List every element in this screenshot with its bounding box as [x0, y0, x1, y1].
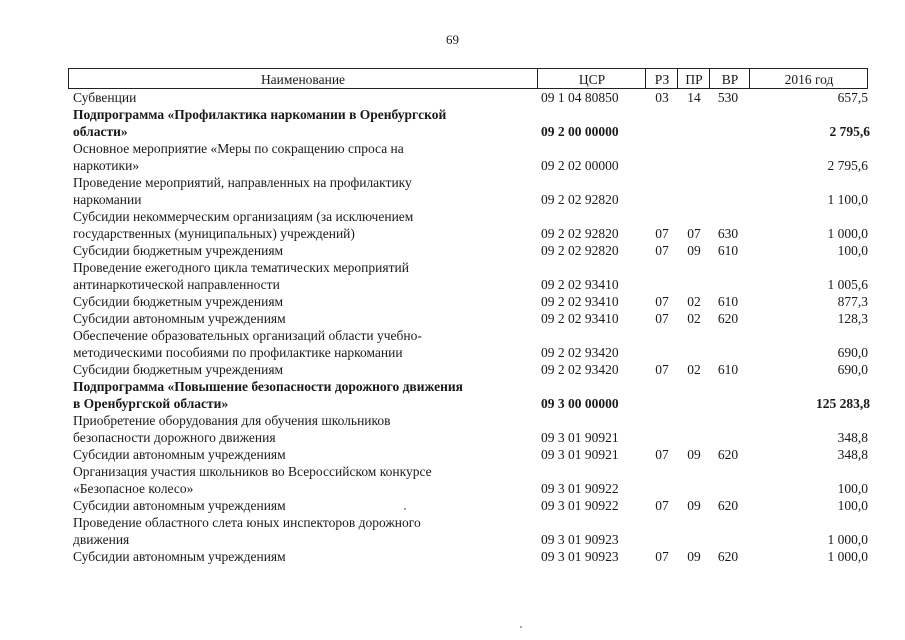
- row-name: Субсидии автономным учреждениям: [73, 311, 286, 326]
- row-rz: 07: [655, 549, 669, 564]
- row-amount: 100,0: [837, 243, 868, 258]
- row-amount: 100,0: [837, 481, 868, 496]
- row-name: Субсидии некоммерческим организациям (за исключением государственных (муниципальных) учреждений): [73, 209, 414, 241]
- row-name: Субсидии бюджетным учреждениям: [73, 294, 284, 309]
- row-name: Субсидии автономным учреждениям: [73, 447, 286, 462]
- row-rz: 03: [655, 90, 669, 105]
- row-name: Субвенции: [73, 90, 137, 105]
- row-csr: 09 3 01 90921: [541, 447, 619, 462]
- row-name: Обеспечение образовательных организаций области учебно- методическими пособиями по профилактике наркомании: [73, 328, 422, 360]
- row-vr: 620: [717, 447, 739, 462]
- table-row: [68, 140, 868, 174]
- row-name: Субсидии бюджетным учреждениям: [73, 362, 284, 377]
- header-vr: ВР: [709, 69, 750, 88]
- row-amount: 2 795,6: [829, 124, 870, 139]
- table-row-subprogram: [68, 378, 868, 412]
- table-row: [68, 293, 868, 310]
- header-pr: ПР: [677, 69, 710, 88]
- header-rz: РЗ: [645, 69, 678, 88]
- table-row: [68, 446, 868, 463]
- row-vr: 530: [717, 90, 739, 105]
- scan-speck: [404, 508, 406, 510]
- row-rz: 07: [655, 243, 669, 258]
- row-name: Субсидии автономным учреждениям: [73, 549, 286, 564]
- table-row: [68, 259, 868, 293]
- row-pr: 09: [687, 447, 701, 462]
- row-rz: 07: [655, 226, 669, 241]
- row-amount: 1 005,6: [827, 277, 868, 292]
- table-row-subprogram: [68, 106, 868, 140]
- row-csr: 09 3 01 90922: [541, 481, 619, 496]
- row-rz: 07: [655, 294, 669, 309]
- row-name: Субсидии бюджетным учреждениям: [73, 243, 284, 258]
- row-csr: 09 2 02 93410: [541, 311, 619, 326]
- row-name: Приобретение оборудования для обучения школьников безопасности дорожного движения: [73, 413, 391, 445]
- budget-table: [68, 68, 868, 565]
- table-header: [68, 68, 868, 89]
- row-csr: 09 3 01 90922: [541, 498, 619, 513]
- header-csr: ЦСР: [537, 69, 646, 88]
- row-csr: 09 2 02 93420: [541, 362, 619, 377]
- row-vr: 620: [717, 311, 739, 326]
- row-amount: 1 000,0: [827, 549, 868, 564]
- row-vr: 620: [717, 498, 739, 513]
- table-row: [68, 497, 868, 514]
- row-pr: 09: [687, 549, 701, 564]
- row-vr: 630: [717, 226, 739, 241]
- row-csr: 09 2 02 00000: [541, 158, 619, 173]
- row-vr: 610: [717, 294, 739, 309]
- row-pr: 02: [687, 294, 701, 309]
- table-row: [68, 89, 868, 106]
- row-csr: 09 2 02 92820: [541, 243, 619, 258]
- row-csr: 09 3 01 90923: [541, 532, 619, 547]
- row-name: Подпрограмма «Профилактика наркомании в Оренбургской области»: [73, 107, 447, 139]
- row-csr: 09 1 04 80850: [541, 90, 619, 105]
- page-number: 69: [446, 32, 459, 47]
- row-pr: 02: [687, 362, 701, 377]
- row-vr: 610: [717, 362, 739, 377]
- row-csr: 09 2 02 92820: [541, 192, 619, 207]
- table-row: [68, 208, 868, 242]
- row-amount: 2 795,6: [827, 158, 868, 173]
- row-csr: 09 2 02 93410: [541, 277, 619, 292]
- table-row: [68, 548, 868, 565]
- table-row: [68, 514, 868, 548]
- row-rz: 07: [655, 362, 669, 377]
- row-vr: 620: [717, 549, 739, 564]
- table-body: [68, 89, 868, 565]
- row-pr: 02: [687, 311, 701, 326]
- row-rz: 07: [655, 447, 669, 462]
- row-name: Подпрограмма «Повышение безопасности дорожного движения в Оренбургской области»: [73, 379, 463, 411]
- row-csr: 09 3 00 00000: [541, 396, 619, 411]
- row-pr: 09: [687, 243, 701, 258]
- row-amount: 348,8: [837, 430, 868, 445]
- row-pr: 14: [687, 90, 701, 105]
- row-pr: 07: [687, 226, 701, 241]
- row-name: Основное мероприятие «Меры по сокращению спроса на наркотики»: [73, 141, 404, 173]
- row-csr: 09 2 00 00000: [541, 124, 619, 139]
- row-amount: 657,5: [837, 90, 868, 105]
- table-row: [68, 327, 868, 361]
- row-amount: 1 100,0: [827, 192, 868, 207]
- row-pr: 09: [687, 498, 701, 513]
- header-name: Наименование: [260, 72, 346, 87]
- row-rz: 07: [655, 311, 669, 326]
- header-year: 2016 год: [749, 69, 868, 88]
- row-amount: 690,0: [837, 345, 868, 360]
- table-row: [68, 361, 868, 378]
- row-amount: 1 000,0: [827, 226, 868, 241]
- table-row: [68, 412, 868, 446]
- row-name: Субсидии автономным учреждениям: [73, 498, 286, 513]
- row-csr: 09 3 01 90923: [541, 549, 619, 564]
- row-name: Проведение областного слета юных инспекторов дорожного движения: [73, 515, 421, 547]
- row-csr: 09 2 02 93420: [541, 345, 619, 360]
- row-rz: 07: [655, 498, 669, 513]
- scan-speck: [520, 626, 522, 628]
- table-row: [68, 463, 868, 497]
- row-amount: 690,0: [837, 362, 868, 377]
- row-amount: 125 283,8: [816, 396, 870, 411]
- row-name: Организация участия школьников во Всероссийском конкурсе «Безопасное колесо»: [73, 464, 432, 496]
- table-row: [68, 310, 868, 327]
- row-name: Проведение мероприятий, направленных на профилактику наркомании: [73, 175, 412, 207]
- row-csr: 09 2 02 92820: [541, 226, 619, 241]
- row-amount: 100,0: [837, 498, 868, 513]
- row-amount: 877,3: [837, 294, 868, 309]
- row-vr: 610: [717, 243, 739, 258]
- table-row: [68, 174, 868, 208]
- row-name: Проведение ежегодного цикла тематических мероприятий антинаркотической направленности: [73, 260, 409, 292]
- row-amount: 1 000,0: [827, 532, 868, 547]
- table-row: [68, 242, 868, 259]
- row-amount: 348,8: [837, 447, 868, 462]
- row-csr: 09 2 02 93410: [541, 294, 619, 309]
- row-csr: 09 3 01 90921: [541, 430, 619, 445]
- row-amount: 128,3: [837, 311, 868, 326]
